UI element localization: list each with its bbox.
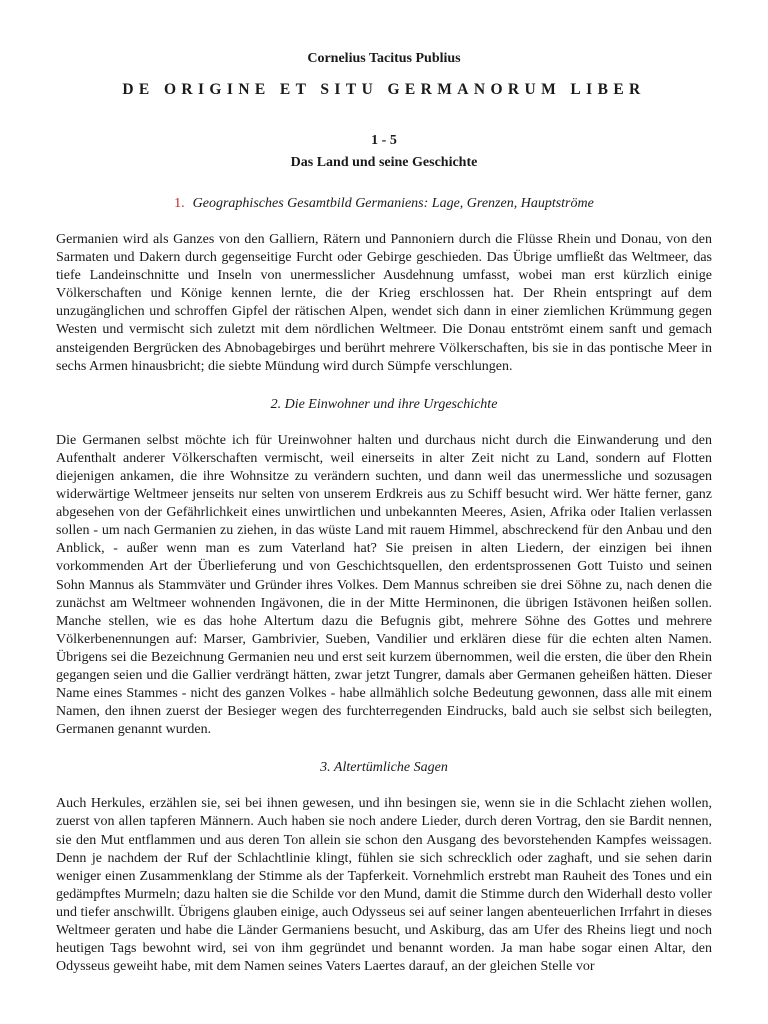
section-range: 1 - 5 (371, 133, 397, 148)
chapter-1-heading (56, 195, 712, 213)
chapter-2-heading: 2. Die Einwohner und ihre Urgeschichte (270, 396, 498, 412)
chapter-3-paragraph: Auch Herkules, erzählen sie, sei bei ihnen gewesen, und ihn besingen sie, wenn sie in die Schlacht ziehen wollen, zuerst von allen tapferen Männern. Auch haben sie noch andere Lieder, durch deren Vortrag, den sie Bardit nennen, sie den Mut entflammen und aus deren Ton allein sie schon den Ausgang des bevorstehenden Kampfes weissagen. Denn je nachdem der Ruf der Schlachtlinie klingt, fühlen sie sich schrecklich oder zaghaft, und sie sehen darin weniger einen Zusammenklang der Stimme als der Tapferkeit. Vornehmlich erstrebt man Rauheit des Tones und ein gedämpftes Murmeln; dazu halten sie die Schilde vor den Mund, damit die Stimme durch den Widerhall desto voller und tiefer anschwillt. Übrigens glauben einige, auch Odysseus sei auf seiner langen abenteuerlichen Irrfahrt in dieses Weltmeer geraten und habe die Länder Germaniens besucht, und Askiburg, das am Ufer des Rheins liegt und noch heutigen Tags bewohnt wird, sei von ihm gegründet und benannt worden. Ja man habe sogar einen Altar, den Odysseus geweiht habe, mit dem Namen seines Vaters Laertes darauf, an der gleichen Stelle vor (56, 796, 712, 975)
section-title: Das Land und seine Geschichte (290, 155, 478, 170)
author-name: Cornelius Tacitus Publius (307, 51, 461, 66)
chapter-1-paragraph: Germanien wird als Ganzes von den Galliern, Rätern und Pannoniern durch die Flüsse Rhein und Donau, von den Sarmaten und Dakern durch gegenseitige Furcht oder Gebirge geschieden. Das Übrige umfließt das Weltmeer, das tiefe Landeinschnitte und Inseln von unermesslicher Ausdehnung umfasst, wobei man erst kürzlich einige Völkerschaften und Könige kennen lernte, die der Krieg erschlossen hat. Der Rhein entspringt auf dem unzugänglichen und schroffen Gipfel der rätischen Alpen, wendet sich dann in einer ziemlichen Krümmung gegen Westen und vermischt sich zuletzt mit dem nördlichen Weltmeer. Die Donau entströmt einem sanft und gemach ansteigenden Bergrücken des Abnobagebirges und berührt mehrere Völkerschaften, bis sie in das pontische Meer in sechs Armen hinausbricht; die siebte Mündung wird durch Sümpfe verschlungen. (56, 232, 712, 374)
document-page (56, 50, 712, 976)
chapter-1-heading-text: Geographisches Gesamtbild Germaniens: Lage, Grenzen, Hauptströme (192, 196, 594, 211)
chapter-2-paragraph: Die Germanen selbst möchte ich für Ureinwohner halten und durchaus nicht durch die Einwanderung und den Aufenthalt anderer Völkerschaften vermischt, weil einerseits in alter Zeit nicht zu Land, sondern auf Flotten diejenigen ankamen, die ihre Wohnsitze zu verändern suchten, und dann weil das unermessliche und sozusagen widerwärtige Weltmeer jenseits nur selten von unserem Erdkreis aus zu Schiff besucht wird. Wer hätte ferner, ganz abgesehen von der Gefährlichkeit eines unwirtlichen und unbekannten Meeres, Asien, Afrika oder Italien verlassen sollen - um nach Germanien zu ziehen, in das wüste Land mit rauem Himmel, abschreckend für den Anbau und den Anblick, - außer wenn man es zum Vaterland hat? Sie preisen in alten Liedern, der einzigen bei ihnen vorkommenden Art der Überlieferung und von Geschichtsquellen, den erdentsprossenen Gott Tuisto und seinen Sohn Mannus als Stammväter und Gründer ihres Volkes. Dem Mannus schreiben sie drei Söhne zu, nach denen die zunächst am Weltmeer wohnenden Ingävonen, die in der Mitte Herminonen, die übrigen Istävonen heißen sollen. Manche stellen, wie es das hohe Altertum dazu die Befugnis gibt, mehrere Söhne des Gottes und mehrere Völkerbenennungen auf: Marser, Gambrivier, Sueben, Vandilier und erklären diese für die echten alten Namen. Übrigens sei die Bezeichnung Germanien neu und erst seit kurzem übernommen, weil die ersten, die über den Rhein gegangen seien und die Gallier verdrängt hätten, zwar jetzt Tungrer, damals aber Germanen geheißen hätten. Dieser Name eines Stammes - nicht des ganzen Volkes - habe allmählich solche Bedeutung gewonnen, dass alle mit einem Namen, den ihnen zuerst der Besieger wegen des furchterregenden Eindrucks, bald auch sie selbst sich beilegten, Germanen genannt wurden. (56, 432, 712, 738)
chapter-1-number: 1. (174, 196, 185, 211)
chapter-3-heading: 3. Altertümliche Sagen (320, 760, 448, 776)
work-title: DE ORIGINE ET SITU GERMANORUM LIBER (122, 81, 646, 98)
